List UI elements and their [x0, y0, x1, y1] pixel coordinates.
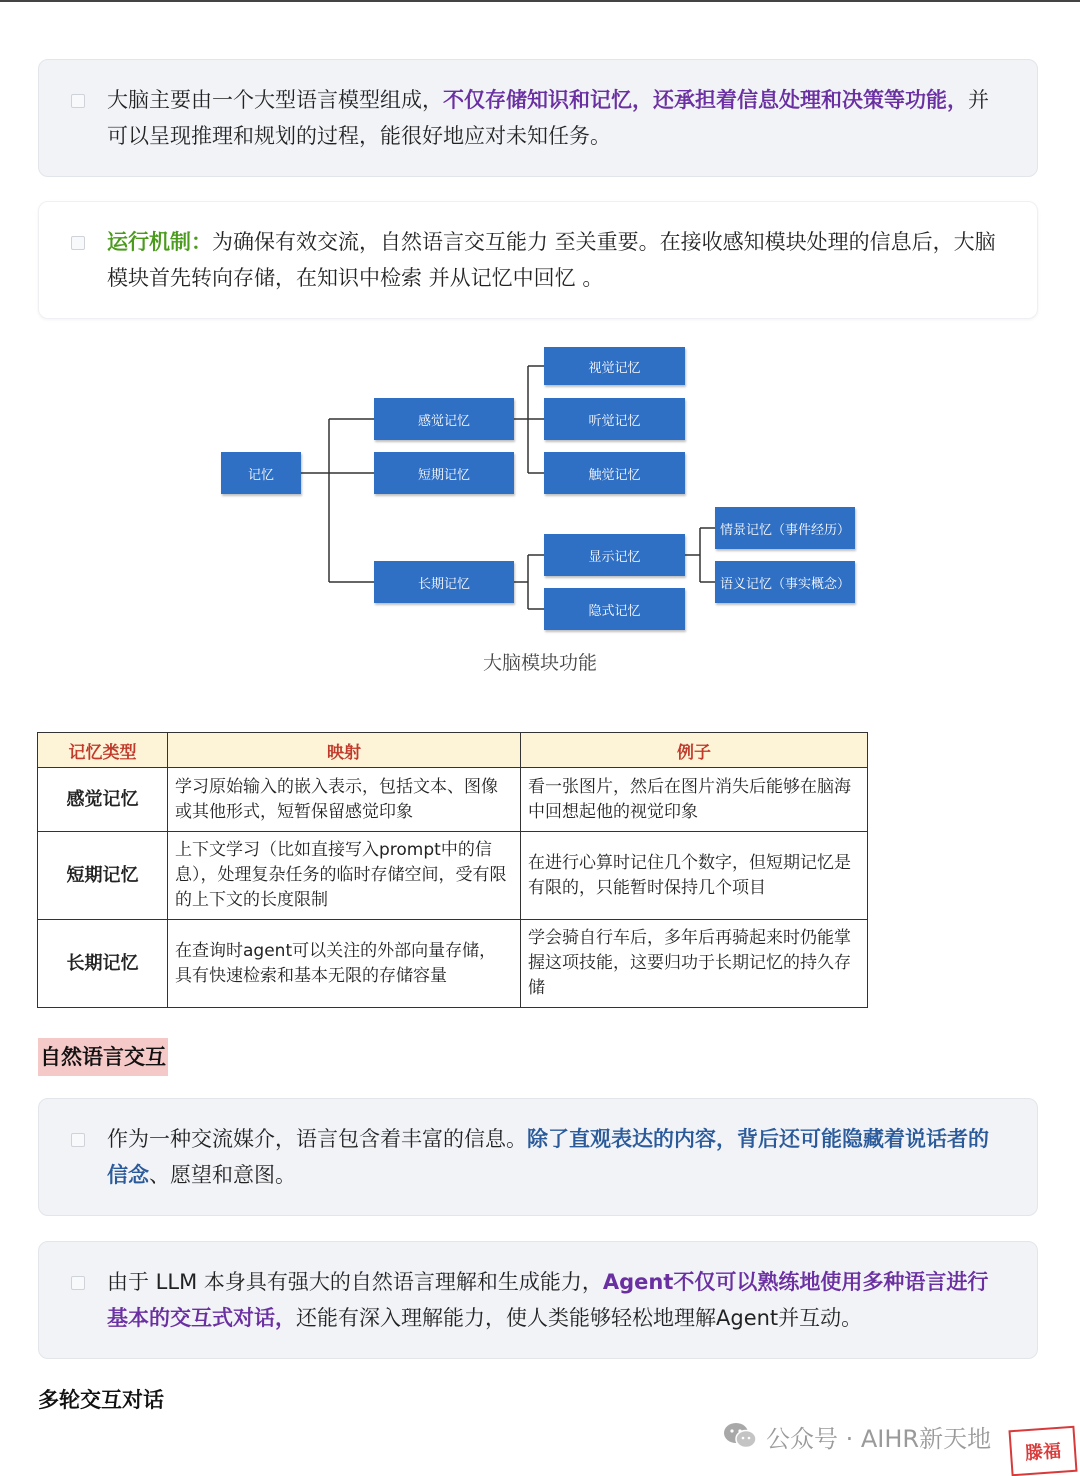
row-example-cell: 在进行心算时记住几个数字，但短期记忆是有限的，只能暂时保持几个项目 — [521, 832, 868, 920]
text-plain: 大脑主要由一个大型语言模型组成， — [107, 88, 443, 112]
node-visual-memory: 视觉记忆 — [544, 347, 685, 385]
table-row — [38, 832, 868, 920]
row-type-cell: 长期记忆 — [38, 920, 168, 1008]
node-semantic-memory: 语义记忆（事实概念） — [715, 561, 855, 603]
row-mapping-cell: 上下文学习（比如直接写入prompt中的信息），处理复杂任务的临时存储空间，受有限的上下文的长度限制 — [168, 832, 521, 920]
header-memory-type: 记忆类型 — [38, 733, 168, 768]
callout-card-language-medium — [38, 1098, 1038, 1216]
watermark-text: 公众号 · AIHR新天地 — [766, 1424, 992, 1453]
node-sensory-memory: 感觉记忆 — [374, 398, 514, 440]
node-short-term-memory: 短期记忆 — [374, 452, 514, 494]
text-plain: 作为一种交流媒介，语言包含着丰富的信息。 — [107, 1127, 527, 1151]
text-highlight: Agent不仅可以熟练地使用多种语言进行基本的交互式对话， — [107, 1270, 989, 1330]
text-highlight: 运行机制： — [107, 230, 212, 254]
bullet-square-icon — [71, 1276, 85, 1290]
node-explicit-memory: 显示记忆 — [544, 534, 685, 576]
table-row — [38, 768, 868, 832]
text-plain: 为确保有效交流，自然语言交互能力 至关重要。在接收感知模块处理的信息后，大脑模块首先转向存储，在知识中检索 并从记忆中回忆 。 — [107, 230, 996, 290]
row-example-cell: 看一张图片，然后在图片消失后能够在脑海中回想起他的视觉印象 — [521, 768, 868, 832]
diagram-caption: 大脑模块功能 — [482, 652, 597, 674]
node-tactile-memory: 触觉记忆 — [544, 452, 685, 494]
node-implicit-memory: 隐式记忆 — [544, 588, 685, 630]
watermark — [722, 1418, 991, 1454]
text-highlight: 除了直观表达的内容，背后还可能隐藏着说话者的信念 — [107, 1127, 989, 1187]
text-plain: 由于 LLM 本身具有强大的自然语言理解和生成能力， — [107, 1270, 603, 1294]
text-plain: 并可以呈现推理和规划的过程，能很好地应对未知任务。 — [107, 88, 989, 148]
callout-text — [107, 1264, 1009, 1336]
text-highlight: 不仅存储知识和记忆，还承担着信息处理和决策等功能， — [443, 88, 968, 112]
node-memory: 记忆 — [221, 452, 301, 494]
row-type-cell: 短期记忆 — [38, 832, 168, 920]
table-header-row — [38, 733, 868, 768]
row-type-cell: 感觉记忆 — [38, 768, 168, 832]
callout-card-llm-ability — [38, 1241, 1038, 1359]
row-example-cell: 学会骑自行车后，多年后再骑起来时仍能掌握这项技能，这要归功于长期记忆的持久存储 — [521, 920, 868, 1008]
header-example: 例子 — [521, 733, 868, 768]
row-mapping-cell: 在查询时agent可以关注的外部向量存储，具有快速检索和基本无限的存储容量 — [168, 920, 521, 1008]
table-row — [38, 920, 868, 1008]
node-episodic-memory: 情景记忆（事件经历） — [715, 507, 855, 549]
subheading-multi-turn: 多轮交互对话 — [38, 1388, 164, 1412]
seal-stamp: 滕福 — [1008, 1426, 1077, 1476]
section-heading-natural-language: 自然语言交互 — [38, 1038, 168, 1076]
header-mapping: 映射 — [168, 733, 521, 768]
row-mapping-cell: 学习原始输入的嵌入表示，包括文本、图像或其他形式，短暂保留感觉印象 — [168, 768, 521, 832]
memory-type-table — [37, 732, 868, 1008]
node-long-term-memory: 长期记忆 — [374, 561, 514, 603]
bullet-square-icon — [71, 1133, 85, 1147]
callout-text — [107, 1121, 1009, 1193]
text-plain: 、愿望和意图。 — [149, 1163, 296, 1187]
wechat-icon — [722, 1421, 758, 1451]
diagram-connectors — [0, 0, 1080, 640]
text-plain: 还能有深入理解能力，使人类能够轻松地理解Agent并互动。 — [296, 1306, 863, 1330]
node-auditory-memory: 听觉记忆 — [544, 398, 685, 440]
